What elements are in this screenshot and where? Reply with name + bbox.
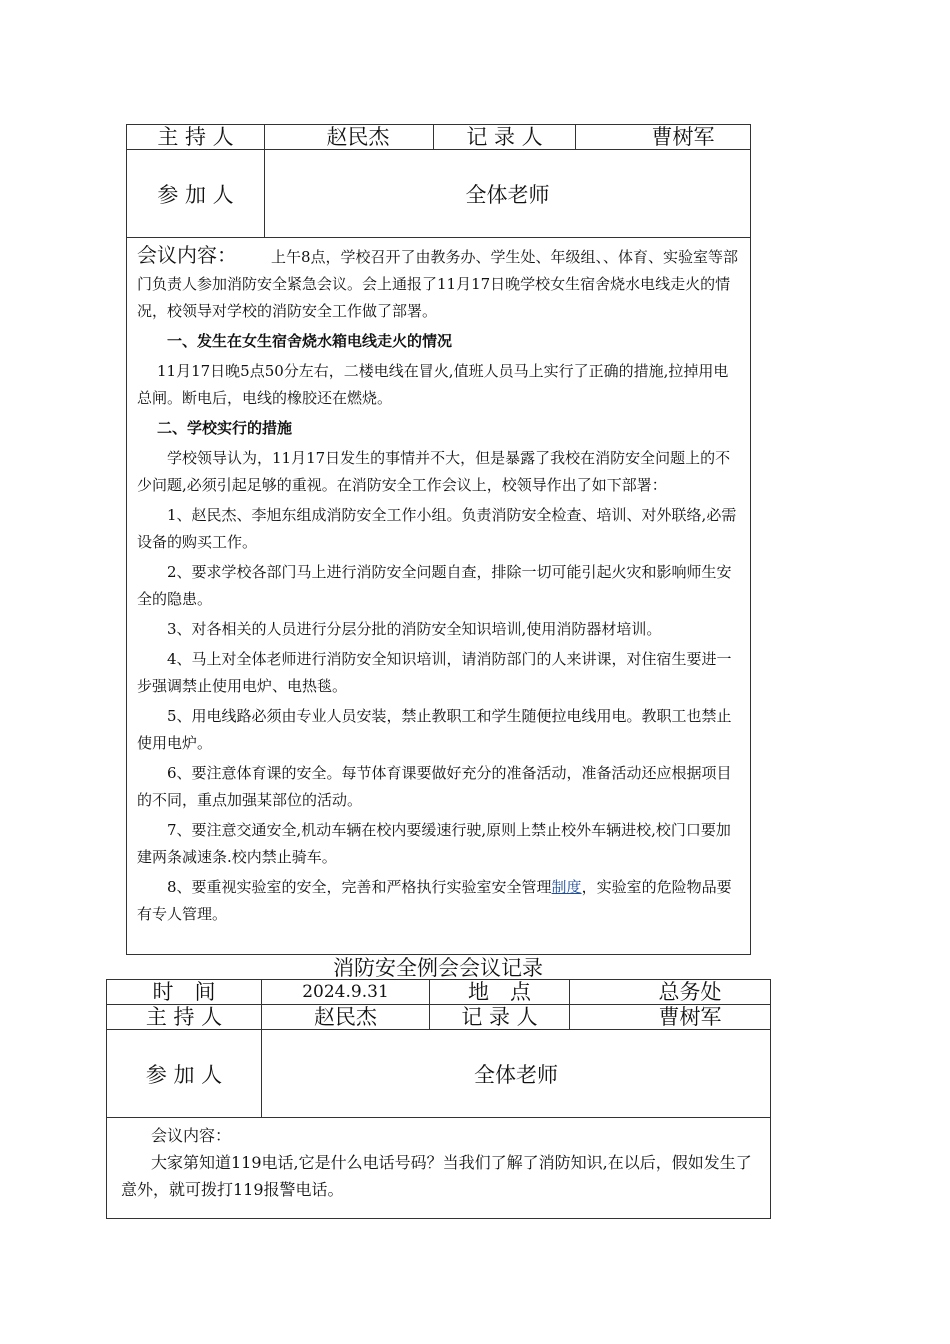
- section-heading-2: 二、学校实行的措施: [157, 419, 293, 437]
- meeting-content: [127, 238, 751, 955]
- measure-item-1: 1、赵民杰、李旭东组成消防安全工作小组。负责消防安全检查、培训、对外联络,必需设备的购买工作。: [137, 506, 737, 551]
- content-label: 会议内容：: [137, 243, 237, 267]
- recorder-label: 记 录 人: [434, 125, 576, 150]
- content-text-2: 大家第知道119电话,它是什么电话号码？当我们了解了消防知识,在以后，假如发生了意外，就可拨打119报警电话。: [121, 1153, 752, 1199]
- measure-item-3: 3、对各相关的人员进行分层分批的消防安全知识培训,使用消防器材培训。: [167, 620, 662, 638]
- meeting-content-2: [107, 1118, 771, 1219]
- host-label-2: 主 持 人: [107, 1005, 262, 1030]
- recorder-value: 曹树军: [576, 125, 751, 150]
- time-label: 时 间: [107, 980, 262, 1005]
- meeting-record-table-1: [126, 124, 751, 955]
- item-8-text-after: ，实验室的危险物品要有专人管理。: [137, 878, 732, 923]
- attendee-label: 参 加 人: [127, 150, 265, 238]
- host-value: 赵民杰: [265, 125, 434, 150]
- host-value-2: 赵民杰: [262, 1005, 430, 1030]
- recorder-label-2: 记 录 人: [430, 1005, 570, 1030]
- measure-item-2: 2、要求学校各部门马上进行消防安全问题自查，排除一切可能引起火灾和影响师生安全的隐患。: [137, 563, 732, 608]
- measure-item-6: 6、要注意体育课的安全。每节体育课要做好充分的准备活动，准备活动还应根据项目的不同，重点加强某部位的活动。: [137, 764, 732, 809]
- document-title: 消防安全例会会议记录: [333, 956, 543, 980]
- place-value: 总务处: [570, 980, 771, 1005]
- meeting-record-table-2: [106, 979, 771, 1219]
- section-2-text: 学校领导认为，11月17日发生的事情并不大，但是暴露了我校在消防安全问题上的不少问题,必须引起足够的重视。在消防安全工作会议上，校领导作出了如下部署：: [137, 449, 731, 494]
- section-heading-1: 一、发生在女生宿舍烧水箱电线走火的情况: [167, 332, 453, 350]
- attendee-label-2: 参 加 人: [107, 1030, 262, 1118]
- section-1-text: 11月17日晚5点50分左右，二楼电线在冒火,值班人员马上实行了正确的措施,拉掉用电总闸。断电后，电线的橡胶还在燃烧。: [137, 362, 729, 407]
- regulation-link[interactable]: 制度: [551, 878, 582, 896]
- intro-paragraph: [137, 242, 740, 325]
- host-label: 主 持 人: [127, 125, 265, 150]
- measure-item-8: [137, 874, 740, 928]
- measure-item-5: 5、用电线路必须由专业人员安装，禁止教职工和学生随便拉电线用电。教职工也禁止使用电炉。: [137, 707, 732, 752]
- measure-item-7: 7、要注意交通安全,机动车辆在校内要缓速行驶,原则上禁止校外车辆进校,校门口要加建两条减速条.校内禁止骑车。: [137, 821, 731, 866]
- recorder-value-2: 曹树军: [570, 1005, 771, 1030]
- time-value: 2024.9.31: [262, 980, 430, 1005]
- measure-item-4: 4、马上对全体老师进行消防安全知识培训，请消防部门的人来讲课，对住宿生要进一步强调禁止使用电炉、电热毯。: [137, 650, 732, 695]
- place-label: 地 点: [430, 980, 570, 1005]
- attendee-value-2: 全体老师: [262, 1030, 771, 1118]
- item-8-text-before: 8、要重视实验室的安全，完善和严格执行实验室安全管理: [167, 878, 552, 896]
- intro-text: 上午8点，学校召开了由教务办、学生处、年级组、、体育、实验室等部门负责人参加消防安全紧急会议。会上通报了11月17日晚学校女生宿舍烧水电线走火的情况，校领导对学校的消防安全工作做了部署。: [137, 248, 739, 320]
- content-label-2: 会议内容：: [151, 1126, 232, 1145]
- attendee-value: 全体老师: [265, 150, 751, 238]
